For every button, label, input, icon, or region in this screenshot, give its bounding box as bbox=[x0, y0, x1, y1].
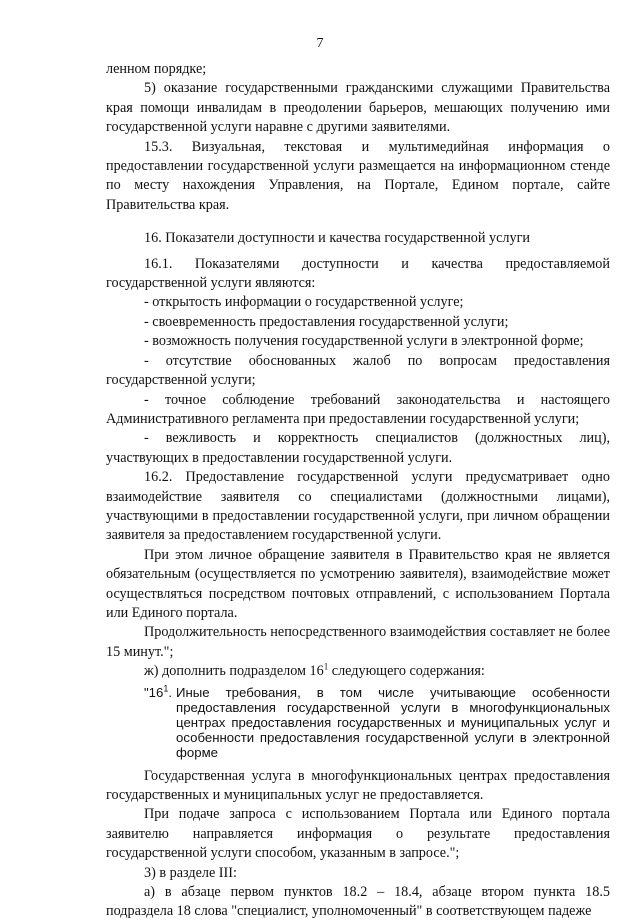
superscript: 1 bbox=[163, 683, 169, 694]
paragraph: ленном порядке; bbox=[106, 61, 207, 77]
paragraph: При этом личное обращение заявителя в Правительство края не является обязательным (осуществляется по усмотрению заявителя), взаимодействие может осуществляться посредством почтовых отправлений, с использованием Портала или Единого портала. bbox=[106, 546, 610, 621]
paragraph: а) в абзаце первом пунктов 18.2 – 18.4, абзаце втором пункта 18.5 подраздела 18 слова "специалист, уполномоченный" в соответствующем падеже bbox=[106, 884, 610, 920]
subsection-number-text: "16 bbox=[144, 684, 164, 700]
superscript: 1 bbox=[323, 661, 329, 672]
subsection-title: Иные требования, в том числе учитывающие особенности предоставления государственной услуги в многофункциональных центрах предоставления государственных и муниципальных услуг и особенности предоставления государственной услуги в электронной форме bbox=[176, 684, 610, 761]
paragraph-amendment bbox=[106, 662, 610, 681]
paragraph: 3) в разделе III: bbox=[144, 864, 237, 881]
amendment-text: ж) дополнить подразделом 16 bbox=[144, 663, 324, 680]
list-item: - вежливость и корректность специалистов (должностных лиц), участвующих в предоставлении государственной услуги. bbox=[106, 430, 610, 466]
subsection-number bbox=[144, 685, 176, 761]
paragraph: 16.2. Предоставление государственной услуги предусматривает одно взаимодействие заявителя со специалистами (должностными лицами), участвующими в предоставлении государственной услуги, при личном обращении заявителя за предоставлением государственной услуги. bbox=[106, 469, 610, 544]
list-item: - своевременность предоставления государственной услуги; bbox=[144, 313, 509, 330]
list-item: - отсутствие обоснованных жалоб по вопросам предоставления государственной услуги; bbox=[106, 352, 610, 389]
section-heading: 16. Показатели доступности и качества государственной услуги bbox=[144, 230, 531, 247]
paragraph: При подаче запроса с использованием Портала или Единого портала заявителю направляется информация о результате предоставления государственной услуги способом, указанным в запросе."; bbox=[106, 806, 610, 862]
page-number: 7 bbox=[316, 36, 324, 51]
paragraph: 15.3. Визуальная, текстовая и мультимедийная информация о предоставлении государственной услуги размещается на информационном стенде по месту нахождения Управления, на Портале, Едином портале, сайте Правительства края. bbox=[106, 138, 610, 213]
paragraph: 5) оказание государственными гражданскими служащими Правительства края помощи инвалидам в преодолении барьеров, мешающих получению ими государственной услуги наравне с другими заявителями. bbox=[106, 80, 610, 136]
quoted-subsection-title bbox=[144, 685, 610, 761]
list-item: - открытость информации о государственной услуге; bbox=[144, 294, 464, 311]
paragraph: Государственная услуга в многофункциональных центрах предоставления государственных и муниципальных услуг не предоставляется. bbox=[106, 767, 610, 804]
document-body bbox=[106, 60, 610, 922]
list-item: - точное соблюдение требований законодательства и настоящего Административного регламента при предоставлении государственной услуги; bbox=[106, 391, 610, 427]
amendment-text: следующего содержания: bbox=[328, 663, 485, 680]
paragraph: 16.1. Показателями доступности и качества предоставляемой государственной услуги являются: bbox=[106, 255, 610, 292]
subsection-number-dot: . bbox=[168, 684, 173, 700]
paragraph: Продолжительность непосредственного взаимодействия составляет не более 15 минут."; bbox=[106, 624, 610, 660]
list-item: - возможность получения государственной услуги в электронной форме; bbox=[144, 333, 584, 350]
